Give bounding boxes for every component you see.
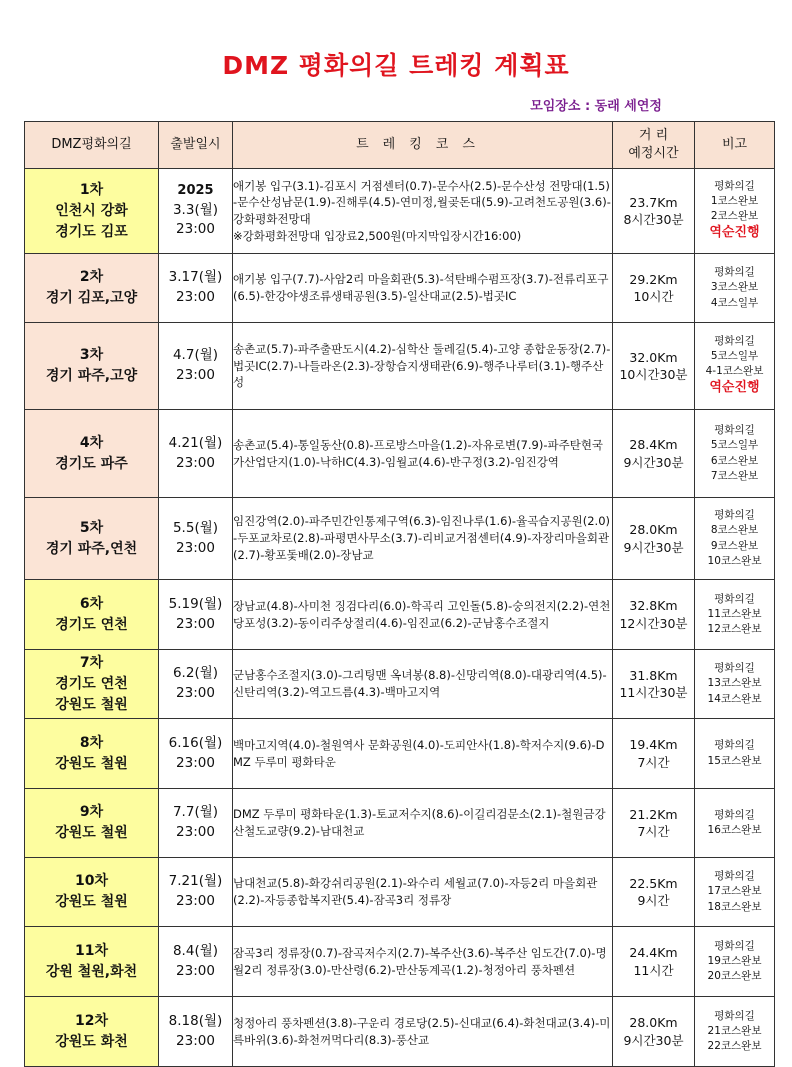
course-note: ※강화평화전망대 입장료2,500원(마지막입장시간16:00) [233,228,522,243]
course-cell [233,650,613,719]
reverse-direction-note: 역순진행 [709,380,760,396]
header-distance-line1: 거 리 [638,128,669,144]
date-time: 23:00 [176,454,215,471]
course-route: 군남홍수조절지(3.0)-그리팅맨 옥녀봉(8.8)-신망리역(8.0)-대광리역(4.5)-신탄리역(3.2)-역고드름(4.3)-백마고지역 [233,668,607,699]
note-line: 20코스완보 [707,970,762,983]
table-row [25,498,775,580]
round-number: 9차 [79,804,104,820]
table-row [25,323,775,410]
duration-value: 10시간30분 [619,367,688,382]
note-line: 13코스완보 [707,677,762,690]
distance-cell [613,997,695,1067]
note-line: 평화의길 [714,808,755,821]
course-route: 백마고지역(4.0)-철원역사 문화공원(4.0)-도피안사(1.8)-학저수지(9.6)-DMZ 두루미 평화타운 [233,737,605,769]
round-cell [25,410,159,498]
distance-value: 28.4Km [629,437,678,452]
note-line: 평화의길 [714,179,755,192]
duration-value: 9시간30분 [623,454,684,470]
table-row [25,789,775,858]
round-region: 인천시 강화 [55,202,128,219]
note-line: 19코스완보 [707,954,762,967]
note-line: 평화의길 [714,424,755,437]
distance-cell [613,858,695,927]
table-row [25,254,775,323]
note-line: 5코스일부 [710,349,759,362]
course-cell [233,719,613,789]
note-line: 3코스완보 [710,281,759,294]
date-day: 3.3(월) [172,201,219,218]
distance-value: 19.4Km [629,737,678,752]
date-day: 5.19(월) [168,595,223,612]
note-line: 평화의길 [714,1009,755,1022]
round-region: 경기 김포,고양 [45,290,138,306]
distance-cell [613,410,695,498]
note-line: 11코스완보 [707,607,762,620]
date-day: 6.2(월) [172,665,219,682]
round-cell [25,650,159,719]
date-cell [159,719,233,789]
distance-value: 29.2Km [629,271,678,287]
date-day: 3.17(월) [168,269,223,286]
table-row [25,719,775,789]
date-time: 23:00 [176,893,215,909]
date-time: 23:00 [176,824,215,840]
round-cell [25,323,159,410]
note-line: 1코스완보 [710,194,759,207]
note-line: 평화의길 [714,939,755,952]
course-route: 장남교(4.8)-사미천 징검다리(6.0)-학곡리 고인돌(5.8)-숭의전지(2.2)-연천 당포성(3.2)-동이리주상절리(4.6)-임진교(6.2)-군남홍수조절지 [233,598,611,630]
note-cell [695,650,775,719]
note-line: 12코스완보 [707,623,762,636]
note-cell [695,498,775,580]
distance-value: 32.0Km [629,349,678,365]
note-line: 21코스완보 [707,1024,762,1037]
note-line: 2코스완보 [710,210,759,223]
course-cell [233,169,613,254]
distance-cell [613,323,695,410]
duration-value: 9시간30분 [623,1032,684,1048]
note-cell [695,254,775,323]
round-cell [25,169,159,254]
header-distance [613,122,695,169]
note-line: 17코스완보 [707,885,762,898]
note-cell [695,169,775,254]
note-cell [695,789,775,858]
round-number: 8차 [79,734,104,751]
note-line: 평화의길 [714,334,755,347]
course-cell [233,580,613,650]
note-line: 평화의길 [714,662,755,675]
date-cell [159,254,233,323]
date-time: 23:00 [176,754,215,771]
round-region: 강원도 철원 [55,894,128,910]
date-time: 23:00 [176,615,215,632]
course-cell [233,997,613,1067]
round-cell [25,997,159,1067]
date-time: 23:00 [176,962,215,979]
note-cell [695,997,775,1067]
round-cell [25,858,159,927]
date-day: 8.4(월) [172,942,219,959]
table-row [25,580,775,650]
distance-value: 28.0Km [629,522,678,537]
date-day: 6.16(월) [168,734,223,751]
date-time: 23:00 [176,289,215,305]
date-cell [159,927,233,997]
note-line: 평화의길 [714,509,755,522]
trekking-plan-table [24,121,775,1067]
date-time: 23:00 [176,1032,215,1049]
course-cell [233,323,613,410]
distance-value: 28.0Km [629,1015,678,1030]
header-round: DMZ평화의길 [25,122,159,169]
note-cell [695,410,775,498]
round-number: 7차 [79,654,104,671]
date-cell [159,650,233,719]
round-region: 강원도 화천 [55,1033,128,1050]
round-number: 11차 [74,942,108,959]
date-time: 23:00 [176,685,215,701]
date-year: 2025 [177,183,214,199]
note-cell [695,858,775,927]
course-cell [233,789,613,858]
round-region-2: 경기도 김포 [55,223,128,240]
round-region: 경기도 연천 [55,675,128,692]
course-route: 애기봉 입구(7.7)-사암2리 마을회관(5.3)-석탄배수펌프장(3.7)-전류리포구(6.5)-한강야생조류생태공원(3.5)-일산대교(2.5)-법곳IC [233,272,609,303]
round-number: 6차 [79,595,104,612]
round-region: 경기 파주,연천 [45,540,138,557]
round-region: 강원도 철원 [55,825,128,841]
duration-value: 7시간 [637,824,670,839]
note-line: 평화의길 [714,870,755,883]
date-day: 8.18(월) [168,1012,223,1029]
note-line: 4-1코스완보 [705,365,764,378]
date-cell [159,858,233,927]
course-cell [233,254,613,323]
table-row [25,858,775,927]
distance-value: 21.2Km [629,806,678,822]
course-cell [233,927,613,997]
header-course: 트레킹코스 [233,122,613,169]
round-cell [25,719,159,789]
round-cell [25,254,159,323]
table-row [25,997,775,1067]
table-header-row [25,122,775,169]
round-number: 4차 [79,434,104,451]
course-route: 남대천교(5.8)-화강쉬리공원(2.1)-와수리 세월교(7.0)-자등2리 마을회관(2.2)-자등종합복지관(5.4)-잠곡3리 정류장 [233,876,598,907]
note-line: 평화의길 [714,592,755,605]
date-time: 23:00 [176,221,215,238]
reverse-direction-note: 역순진행 [709,225,760,241]
round-number: 3차 [79,347,104,363]
round-region: 강원 철원,화천 [45,963,138,980]
date-cell [159,789,233,858]
round-cell [25,498,159,580]
date-cell [159,997,233,1067]
round-cell [25,927,159,997]
note-line: 평화의길 [714,739,755,752]
date-cell [159,498,233,580]
date-day: 7.7(월) [172,804,219,821]
date-time: 23:00 [176,539,215,556]
note-line: 15코스완보 [707,754,762,767]
table-row [25,650,775,719]
header-distance-line2: 예정시간 [628,146,679,161]
round-cell [25,580,159,650]
table-row [25,927,775,997]
round-region: 경기도 연천 [55,616,128,633]
duration-value: 11시간30분 [619,685,688,700]
date-cell [159,323,233,410]
header-note: 비고 [695,122,775,169]
page-title: DMZ 평화의길 트레킹 계획표 [222,51,570,80]
note-line: 6코스완보 [710,454,759,467]
course-route: 송촌교(5.4)-통일동산(0.8)-프로방스마을(1.2)-자유로변(7.9)-파주탄현국가산업단지(1.0)-낙하IC(4.3)-임월교(4.6)-반구정(3.2)-임진강역 [233,437,604,469]
course-cell [233,498,613,580]
course-cell [233,858,613,927]
distance-cell [613,789,695,858]
note-cell [695,580,775,650]
date-day: 7.21(월) [168,873,223,890]
distance-value: 32.8Km [629,598,678,613]
distance-cell [613,580,695,650]
course-cell [233,410,613,498]
distance-cell [613,719,695,789]
note-line: 16코스완보 [707,824,762,836]
round-number: 10차 [74,873,108,889]
round-region: 강원도 철원 [55,755,128,772]
course-route: 잠곡3리 정류장(0.7)-잠곡저수지(2.7)-복주산(3.6)-복주산 임도간(7.0)-명월2리 정류장(3.0)-만산령(6.2)-만산동계곡(1.2)-청정아리 풍차펜션 [233,945,607,977]
course-route: 청정아리 풍차펜션(3.8)-구운리 경로당(2.5)-신대교(6.4)-화천대교(3.4)-미륵바위(3.6)-화천꺼먹다리(8.3)-풍산교 [233,1015,611,1047]
date-day: 4.7(월) [172,347,219,364]
date-cell [159,580,233,650]
duration-value: 9시간 [637,893,670,908]
date-day: 4.21(월) [168,434,223,451]
round-cell [25,789,159,858]
course-route: 송촌교(5.7)-파주출판도시(4.2)-심학산 둘레길(5.4)-고양 종합운동장(2.7)-법곳IC(2.7)-나들라온(2.3)-장항습지생태관(6.9)-행주나루터(3.1)-행주산성 [233,341,611,390]
duration-value: 7시간 [637,754,670,770]
round-number: 2차 [79,269,104,285]
note-line: 22코스완보 [707,1040,762,1053]
note-line: 14코스완보 [707,692,762,705]
note-line: 18코스완보 [707,900,762,913]
distance-value: 24.4Km [629,945,678,960]
course-route: 임진강역(2.0)-파주민간인통제구역(6.3)-임진나루(1.6)-율곡습지공원(2.0)-두포교차로(2.8)-파평면사무소(3.7)-리비교거점센터(4.9)-자장리마을회관(2.7)-황포돛배(2.0)-장남교 [233,514,611,562]
table-row [25,410,775,498]
note-line: 8코스완보 [710,524,759,537]
distance-cell [613,169,695,254]
distance-cell [613,927,695,997]
date-cell [159,169,233,254]
round-number: 5차 [79,519,104,536]
duration-value: 8시간30분 [623,212,684,227]
round-number: 1차 [79,181,104,198]
note-line: 5코스일부 [710,439,759,452]
duration-value: 10시간 [633,289,674,304]
header-date: 출발일시 [159,122,233,169]
course-route: 애기봉 입구(3.1)-김포시 거점센터(0.7)-문수사(2.5)-문수산성 전망대(1.5)-문수산성남문(1.9)-진해루(4.5)-연미정,월곶돈대(5.9)-고려천도공원(3.6)-강화평화전망대 [233,178,611,226]
distance-value: 31.8Km [629,667,678,683]
distance-cell [613,650,695,719]
note-line: 4코스일부 [710,296,759,309]
duration-value: 11시간 [633,962,674,978]
table-row [25,169,775,254]
duration-value: 9시간30분 [623,539,684,555]
distance-cell [613,254,695,323]
note-line: 평화의길 [714,266,755,279]
round-region: 경기도 파주 [55,455,128,472]
note-line: 9코스완보 [710,539,759,552]
duration-value: 12시간30분 [619,615,688,631]
note-cell [695,323,775,410]
course-route: DMZ 두루미 평화타운(1.3)-토교저수지(8.6)-이길리검문소(2.1)-철원금강산철도교량(9.2)-남대천교 [233,807,606,838]
date-cell [159,410,233,498]
distance-value: 22.5Km [629,875,678,891]
distance-cell [613,498,695,580]
meeting-place: 모임장소 : 동래 세연정 [530,99,662,114]
date-time: 23:00 [176,367,215,383]
round-number: 12차 [74,1012,108,1029]
round-region: 경기 파주,고양 [45,368,138,384]
note-cell [695,719,775,789]
note-line: 10코스완보 [707,554,762,567]
round-region-2: 강원도 철원 [55,696,128,713]
date-day: 5.5(월) [172,519,219,536]
note-line: 7코스완보 [710,469,759,482]
note-cell [695,927,775,997]
distance-value: 23.7Km [629,194,678,210]
